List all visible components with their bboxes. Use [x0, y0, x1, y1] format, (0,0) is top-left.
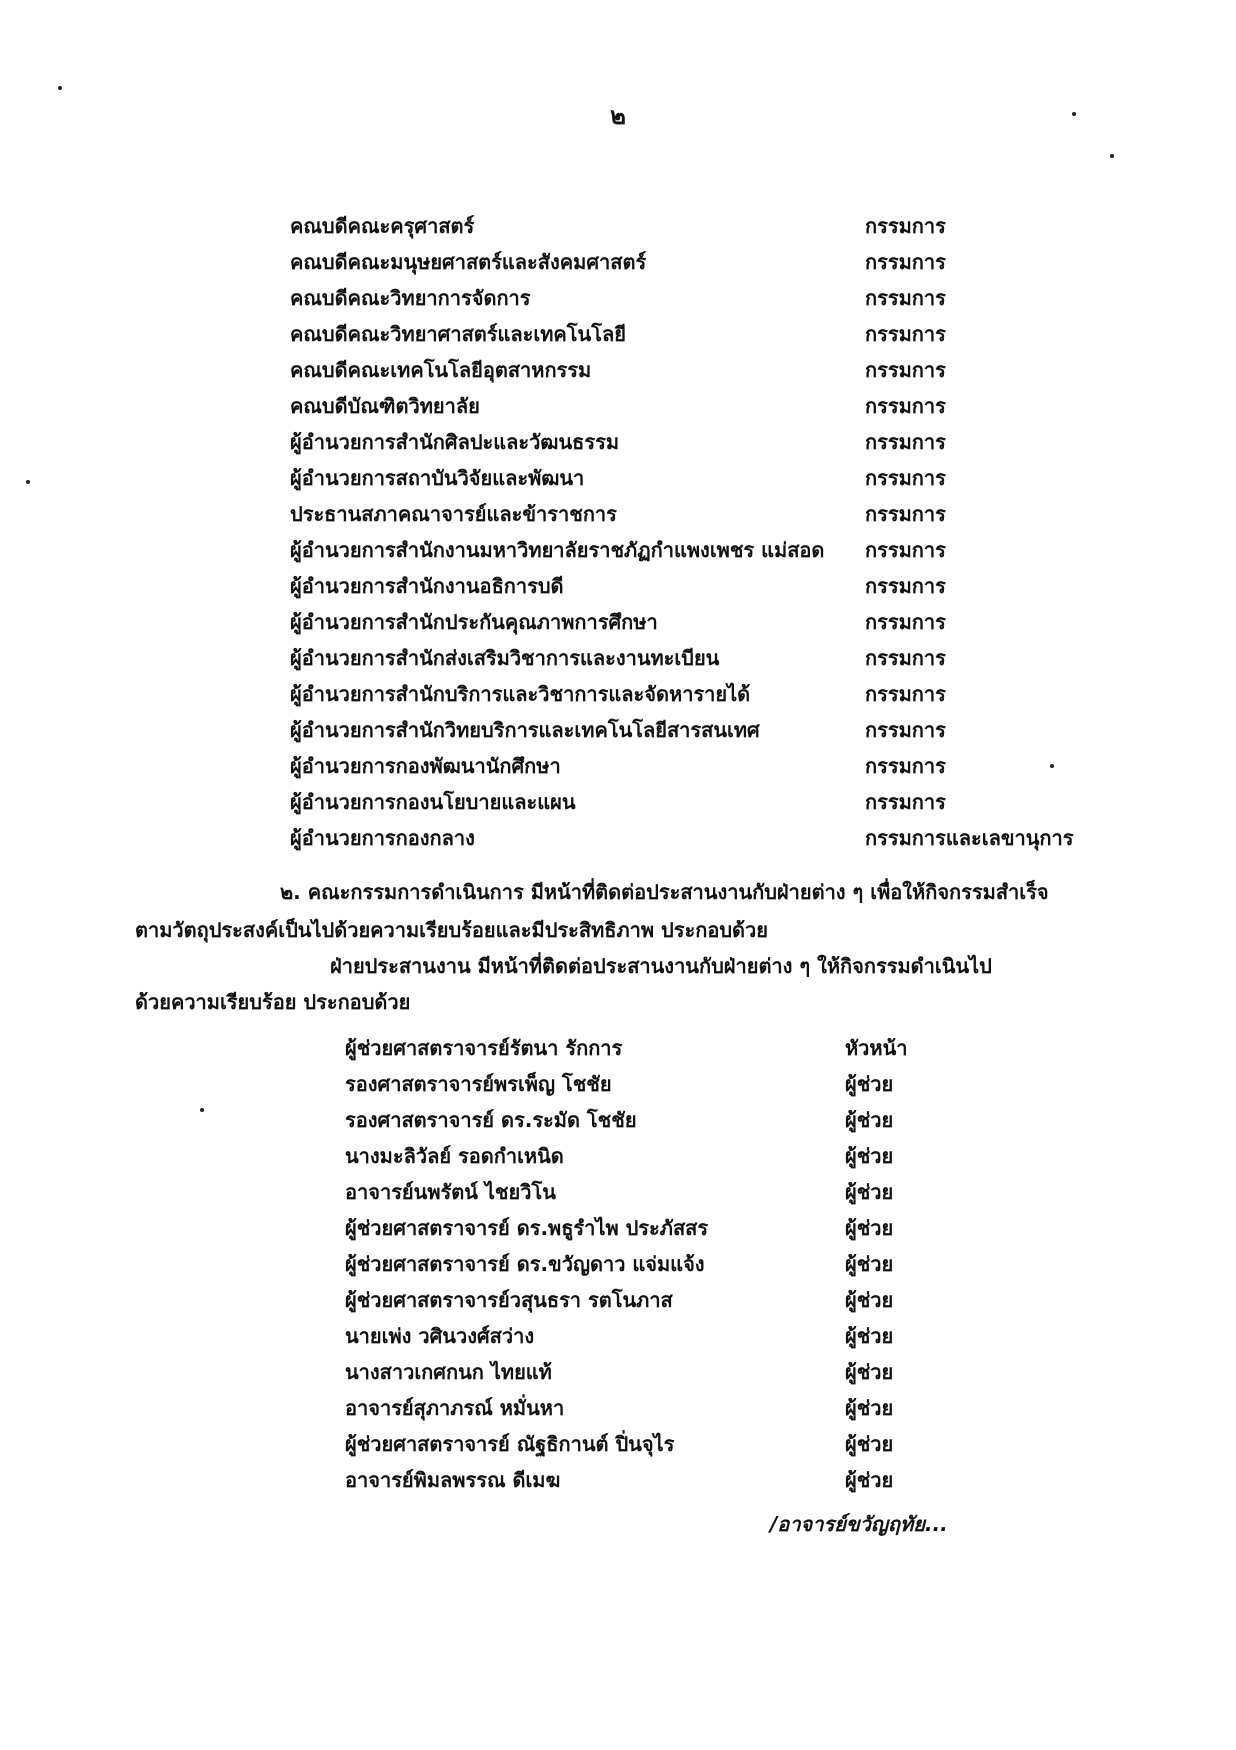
- member-role: กรรมการ: [865, 538, 946, 562]
- member-name: คณบดีคณะวิทยาศาสตร์และเทคโนโลยี: [290, 322, 626, 346]
- member-name: คณบดีคณะเทคโนโลยีอุตสาหกรรม: [290, 358, 592, 382]
- scan-speck: [1050, 764, 1054, 768]
- member-role: กรรมการ: [865, 286, 946, 310]
- member-role: ผู้ช่วย: [845, 1432, 894, 1456]
- member-role: ผู้ช่วย: [845, 1252, 894, 1276]
- member-role: กรรมการ: [865, 574, 946, 598]
- member-role: ผู้ช่วย: [845, 1468, 894, 1492]
- member-role: กรรมการ: [865, 646, 946, 670]
- section2-body-line: ตามวัตถุประสงค์เป็นไปด้วยความเรียบร้อยและมีประสิทธิภาพ ประกอบด้วย: [135, 918, 768, 942]
- member-role: หัวหน้า: [845, 1036, 908, 1060]
- member-name: ผู้อำนวยการสถาบันวิจัยและพัฒนา: [290, 466, 585, 490]
- member-name: ประธานสภาคณาจารย์และข้าราชการ: [290, 502, 617, 526]
- member-role: กรรมการ: [865, 430, 946, 454]
- member-name: ผู้อำนวยการสำนักประกันคุณภาพการศึกษา: [290, 610, 658, 634]
- member-name: คณบดีคณะวิทยาการจัดการ: [290, 286, 531, 310]
- member-name: รองศาสตราจารย์พรเพ็ญ โชชัย: [345, 1072, 612, 1096]
- member-name: ผู้อำนวยการกองนโยบายและแผน: [290, 790, 576, 814]
- member-role: ผู้ช่วย: [845, 1108, 894, 1132]
- member-name: ผู้อำนวยการกองกลาง: [290, 826, 475, 850]
- member-name: ผู้อำนวยการสำนักส่งเสริมวิชาการและงานทะเบียน: [290, 646, 720, 670]
- subsection-heading-line: ฝ่ายประสานงาน มีหน้าที่ติดต่อประสานงานกับฝ่ายต่าง ๆ ให้กิจกรรมดำเนินไป: [330, 954, 992, 978]
- member-role: กรรมการ: [865, 718, 946, 742]
- member-name: อาจารย์นพรัตน์ ไชยวิโน: [345, 1180, 556, 1204]
- member-name: อาจารย์พิมลพรรณ ดีเมฆ: [345, 1468, 561, 1492]
- member-role: กรรมการ: [865, 322, 946, 346]
- member-role: ผู้ช่วย: [845, 1216, 894, 1240]
- member-role: กรรมการ: [865, 358, 946, 382]
- member-name: นางมะลิวัลย์ รอดกำเหนิด: [345, 1144, 564, 1168]
- member-role: ผู้ช่วย: [845, 1324, 894, 1348]
- member-role: ผู้ช่วย: [845, 1360, 894, 1384]
- member-role: กรรมการ: [865, 466, 946, 490]
- member-role: กรรมการ: [865, 790, 946, 814]
- subsection-body-line: ด้วยความเรียบร้อย ประกอบด้วย: [135, 990, 411, 1014]
- member-name: ผู้ช่วยศาสตราจารย์วสุนธรา รตโนภาส: [345, 1288, 673, 1312]
- member-name: ผู้ช่วยศาสตราจารย์รัตนา รักการ: [345, 1036, 623, 1060]
- member-role: ผู้ช่วย: [845, 1180, 894, 1204]
- member-name: รองศาสตราจารย์ ดร.ระมัด โชชัย: [345, 1108, 637, 1132]
- page-number: ๒: [610, 102, 626, 130]
- member-role: กรรมการ: [865, 394, 946, 418]
- member-role: กรรมการ: [865, 502, 946, 526]
- member-role: กรรมการ: [865, 754, 946, 778]
- member-name: นางสาวเกศกนก ไทยแท้: [345, 1360, 552, 1384]
- member-role: กรรมการ: [865, 682, 946, 706]
- scan-speck: [26, 480, 30, 484]
- scan-speck: [58, 86, 62, 90]
- member-name: ผู้ช่วยศาสตราจารย์ ดร.พธูรำไพ ประภัสสร: [345, 1216, 709, 1240]
- section2-heading-line: ๒. คณะกรรมการดำเนินการ มีหน้าที่ติดต่อประสานงานกับฝ่ายต่าง ๆ เพื่อให้กิจกรรมสำเร็จ: [280, 880, 1049, 904]
- member-name: ผู้อำนวยการกองพัฒนานักศึกษา: [290, 754, 561, 778]
- member-name: คณบดีคณะมนุษยศาสตร์และสังคมศาสตร์: [290, 250, 647, 274]
- member-name: นายเพ่ง วศินวงศ์สว่าง: [345, 1324, 535, 1348]
- member-role: ผู้ช่วย: [845, 1144, 894, 1168]
- member-role: กรรมการ: [865, 250, 946, 274]
- scan-speck: [1110, 154, 1114, 158]
- member-name: คณบดีบัณฑิตวิทยาลัย: [290, 394, 480, 418]
- member-name: ผู้อำนวยการสำนักบริการและวิชาการและจัดหารายได้: [290, 682, 751, 706]
- member-name: คณบดีคณะครุศาสตร์: [290, 214, 475, 238]
- member-role: ผู้ช่วย: [845, 1288, 894, 1312]
- member-name: อาจารย์สุภาภรณ์ หมั่นหา: [345, 1396, 565, 1420]
- member-role: กรรมการ: [865, 610, 946, 634]
- scan-speck: [200, 1108, 204, 1112]
- member-name: ผู้ช่วยศาสตราจารย์ ดร.ขวัญดาว แจ่มแจ้ง: [345, 1252, 705, 1276]
- member-name: ผู้อำนวยการสำนักงานอธิการบดี: [290, 574, 564, 598]
- member-name: ผู้ช่วยศาสตราจารย์ ณัฐธิกานต์ ปิ่นจุไร: [345, 1432, 675, 1456]
- member-role: ผู้ช่วย: [845, 1072, 894, 1096]
- scan-speck: [1072, 112, 1076, 116]
- member-role: กรรมการ: [865, 214, 946, 238]
- continuation-text: /อาจารย์ขวัญฤทัย...: [770, 1512, 948, 1536]
- member-name: ผู้อำนวยการสำนักงานมหาวิทยาลัยราชภัฏกำแพงเพชร แม่สอด: [290, 538, 825, 562]
- member-role: ผู้ช่วย: [845, 1396, 894, 1420]
- member-name: ผู้อำนวยการสำนักศิลปะและวัฒนธรรม: [290, 430, 620, 454]
- member-name: ผู้อำนวยการสำนักวิทยบริการและเทคโนโลยีสารสนเทศ: [290, 718, 760, 742]
- member-role: กรรมการและเลขานุการ: [865, 826, 1074, 850]
